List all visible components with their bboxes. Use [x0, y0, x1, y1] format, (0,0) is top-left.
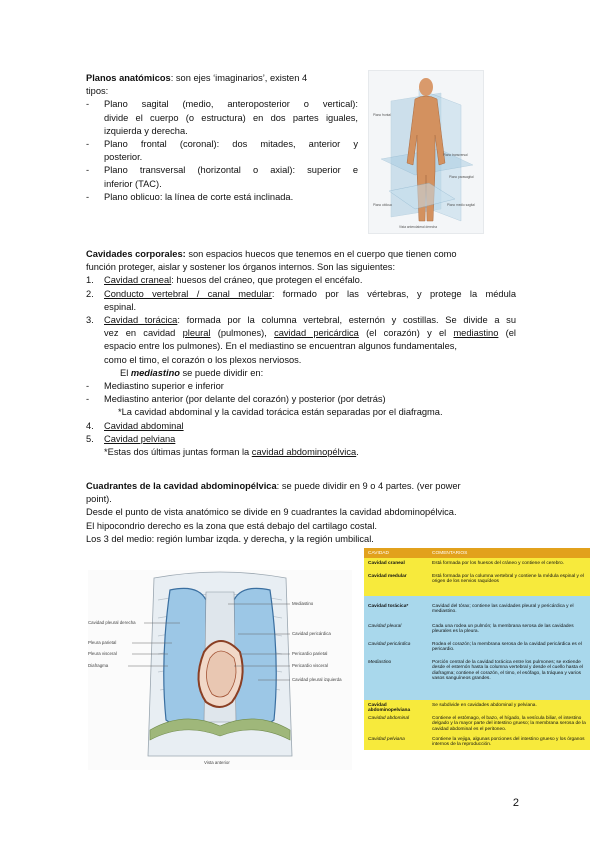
- item-number: 5.: [86, 433, 94, 444]
- list-item: - Mediastino anterior (por delante del corazón) y posterior (por detrás): [86, 394, 386, 405]
- figure-caption: Vista anterolateral derecha: [399, 225, 438, 229]
- cavidades-intro: [86, 248, 516, 261]
- item-text-line2: espinal.: [104, 301, 137, 312]
- table-cell-text: Porción central de la cavidad torácica entre los pulmones; se extiende desde el esternón hasta la columna vertebral y desde el cuello hasta el diafragma; contiene el corazón, el timo, el esófago, la tráquea y varios vasos sanguíneos grandes.: [432, 660, 583, 682]
- mediastino-item: Mediastino anterior (por delante del corazón) y posterior (por detrás): [104, 394, 386, 405]
- table-header-cell: CAVIDAD: [368, 551, 389, 556]
- table-cell-text: Rodea el corazón; la membrana serosa de la cavidad pericárdica es el pericardio.: [432, 642, 582, 653]
- table-cell-text: Está formada por la columna vertebral y contiene la médula espinal y el origen de los nervios raquídeos: [432, 574, 584, 585]
- list-item: [86, 314, 516, 367]
- note-abdominopelvica: [86, 446, 516, 459]
- label-pleural-izquierda: Cavidad pleural izquierda: [292, 677, 342, 682]
- item-text: : huesos del cráneo, que protegen el encéfalo.: [171, 275, 363, 286]
- list-item: [86, 274, 516, 287]
- planos-intro-text: : son ejes ‘imaginarios’, existen 4: [170, 73, 308, 83]
- term-cavidad-craneal: Cavidad craneal: [104, 275, 172, 286]
- cavidades-intro-line2: función proteger, aislar y sostener los órganos internos. Son las siguientes:: [86, 262, 396, 273]
- note-diafragma: *La cavidad abdominal y la cavidad torácica están separadas por el diafragma.: [118, 407, 443, 418]
- table-header-cell: COMENTARIOS: [432, 551, 468, 556]
- term-pleural: pleural: [182, 328, 211, 339]
- list-item: [86, 420, 516, 433]
- table-cell-name: Cavidad abdominopelviana: [368, 703, 411, 714]
- item-text: : formada por la columna vertebral, esternón y costillas. Se divide a su: [177, 315, 516, 326]
- mediastino-term: mediastino: [130, 367, 180, 378]
- label-pleura-parietal: Pleura parietal: [88, 640, 117, 645]
- table-cell-text: Contiene la vejiga, algunas porciones del intestino grueso y los órganos internos de la reproducción.: [432, 737, 585, 748]
- cuadrantes-intro: [86, 480, 516, 493]
- table-header: [364, 548, 590, 558]
- table-cell-name: Cavidad pericárdica: [368, 642, 411, 647]
- cuadrantes-line: El hipocondrio derecho es la zona que está debajo del cartilago costal.: [86, 520, 377, 531]
- cuadrantes-intro-text: : se puede dividir en 9 o 4 partes. (ver power: [276, 481, 461, 491]
- planos-item-1-line3: izquierda y derecha.: [104, 125, 188, 136]
- label-diafragma: Diafragma: [88, 663, 109, 668]
- mediastino-text: se puede dividir en:: [179, 367, 264, 378]
- item-text: (el corazón) y el: [358, 328, 454, 339]
- list-item: [86, 288, 516, 314]
- cavidades-section: [86, 248, 516, 459]
- label-plano-oblicuo: Plano oblicuo: [373, 203, 393, 207]
- item-text: vez en cavidad: [104, 328, 183, 339]
- term-cavidad-toracica: Cavidad torácica: [104, 315, 178, 326]
- table-cell-name: Cavidad pelviana: [368, 737, 405, 742]
- table-cell-name: Cavidad pleural: [368, 624, 402, 629]
- term-conducto-vertebral: Conducto vertebral / canal medular: [104, 288, 272, 299]
- label-mediastino: Mediastino: [292, 601, 314, 606]
- thoracic-cavity-illustration: [88, 570, 352, 770]
- table-cell-text: Contiene el estómago, el bazo, el hígado, la vesícula biliar, el intestino delgado y la mayor parte del intestino grueso; la membrana serosa de la cavidad abdominal es el peritoneo.: [432, 716, 586, 732]
- mediastino-text: El: [120, 367, 131, 378]
- thoracic-cavity-figure: [88, 570, 352, 770]
- planos-item-1-line1: Plano sagital (medio, anteroposterior o vertical):: [104, 99, 358, 110]
- list-item: - Plano sagital (medio, anteroposterior o vertical): divide el cuerpo (o estructura) en dos partes iguales, izquierda y derecha.: [104, 98, 358, 138]
- table-cell-name: Cavidad torácica*: [368, 604, 409, 609]
- planos-item-3-line2: inferior (TAC).: [104, 178, 162, 189]
- term-cavidad-abdominal: Cavidad abdominal: [104, 420, 184, 431]
- cuadrantes-title: Cuadrantes de la cavidad abdominopélvica: [86, 481, 277, 491]
- item-text-line4: como el timo, el corazón o los plexos nerviosos.: [104, 354, 302, 365]
- planos-list: [86, 98, 358, 204]
- table-cell-text: Está formada por los huesos del cráneo y contiene el cerebro.: [432, 561, 564, 566]
- label-pleura-visceral: Pleura visceral: [88, 651, 117, 656]
- table-cell-text: Cavidad del tórax; contiene las cavidades pleural y pericárdica y el mediastino.: [432, 604, 574, 615]
- body-planes-illustration: [369, 71, 483, 233]
- table-cell-text: Cada una rodea un pulmón; la membrana serosa de las cavidades pleurales es la pleura.: [432, 624, 574, 635]
- term-cavidad-abdominopelvica: cavidad abdominopélvica: [251, 447, 357, 458]
- planos-intro: [86, 72, 358, 85]
- list-item: - Plano oblicuo: la línea de corte está inclinada.: [104, 191, 358, 204]
- label-plano-parasagital: Plano parasagital: [449, 175, 474, 179]
- planos-item-2-line1: Plano frontal (coronal): dos mitades, anterior y: [104, 139, 358, 150]
- note-text: .: [356, 447, 359, 458]
- label-cavidad-pericardica: Cavidad pericárdica: [292, 631, 331, 636]
- label-plano-sagital: Plano medio sagital: [447, 203, 475, 207]
- cavidades-intro-text: son espacios huecos que tenemos en el cuerpo que tienen como: [185, 249, 457, 259]
- cuadrantes-line: Desde el punto de vista anatómico se divide en 9 cuadrantes la cavidad abdominopélvica.: [86, 507, 457, 518]
- table-cell-text: Se subdivide en cavidades abdominal y pelviana.: [432, 703, 537, 708]
- list-item: - Plano transversal (horizontal o axial): superior e inferior (TAC).: [104, 164, 358, 190]
- page-number: 2: [512, 797, 519, 809]
- label-pleural-derecha: Cavidad pleural derecha: [88, 620, 136, 625]
- list-item: [86, 433, 516, 446]
- item-text: : formado por las vértebras, y protege la médula: [271, 288, 516, 299]
- item-number: 4.: [86, 420, 94, 431]
- planos-item-3-line1: Plano transversal (horizontal o axial): superior e: [104, 165, 358, 176]
- cuadrantes-section: [86, 480, 516, 546]
- mediastino-intro: [86, 367, 516, 380]
- list-item: - Mediastino superior e inferior: [86, 381, 224, 392]
- label-pericardio-parietal: Pericardio parietal: [292, 651, 328, 656]
- planos-title: Planos anatómicos: [86, 73, 171, 83]
- item-text-line3: espacio entre los pulmones). En el mediastino se encuentran algunos fundamentales,: [104, 341, 457, 352]
- label-plano-transversal: Plano transversal: [443, 153, 468, 157]
- note-text: *Estas dos últimas juntas forman la: [104, 447, 252, 458]
- mediastino-item: Mediastino superior e inferior: [104, 381, 224, 392]
- item-text: (el: [498, 328, 516, 339]
- table-cell-name: Mediastino: [368, 660, 392, 665]
- list-item: - Plano frontal (coronal): dos mitades, anterior y posterior.: [104, 138, 358, 164]
- planos-item-2-line2: posterior.: [104, 152, 143, 163]
- anatomical-planes-figure: [368, 70, 484, 234]
- table-cell-name: Cavidad craneal: [368, 561, 405, 566]
- item-text: (pulmones),: [210, 328, 275, 339]
- term-mediastino: mediastino: [453, 328, 499, 339]
- term-cavidad-pelviana: Cavidad pelviana: [104, 433, 176, 444]
- item-number: 2.: [86, 288, 94, 299]
- cuadrantes-intro-line2: point).: [86, 494, 112, 505]
- cavities-table: [364, 548, 590, 750]
- table-cell-name: Cavidad abdominal: [368, 716, 410, 721]
- planos-intro-line2: tipos:: [86, 86, 109, 97]
- cuadrantes-line: Los 3 del medio: región lumbar izqda. y derecha, y la región umbilical.: [86, 533, 374, 544]
- planos-item-4-line1: Plano oblicuo: la línea de corte está inclinada.: [104, 191, 294, 202]
- cavidades-title: Cavidades corporales:: [86, 249, 186, 259]
- term-cavidad-pericardica: cavidad pericárdica: [274, 328, 359, 339]
- planos-item-1-line2: divide el cuerpo (o estructura) en dos partes iguales,: [104, 112, 358, 123]
- item-number: 1.: [86, 275, 94, 286]
- item-number: 3.: [86, 315, 94, 326]
- label-plano-frontal: Plano frontal: [373, 113, 391, 117]
- table-cell-name: Cavidad medular: [368, 574, 407, 579]
- figure-caption: Vista anterior: [204, 760, 230, 765]
- label-pericardio-visceral: Pericardio visceral: [292, 663, 328, 668]
- planos-section: [86, 72, 358, 204]
